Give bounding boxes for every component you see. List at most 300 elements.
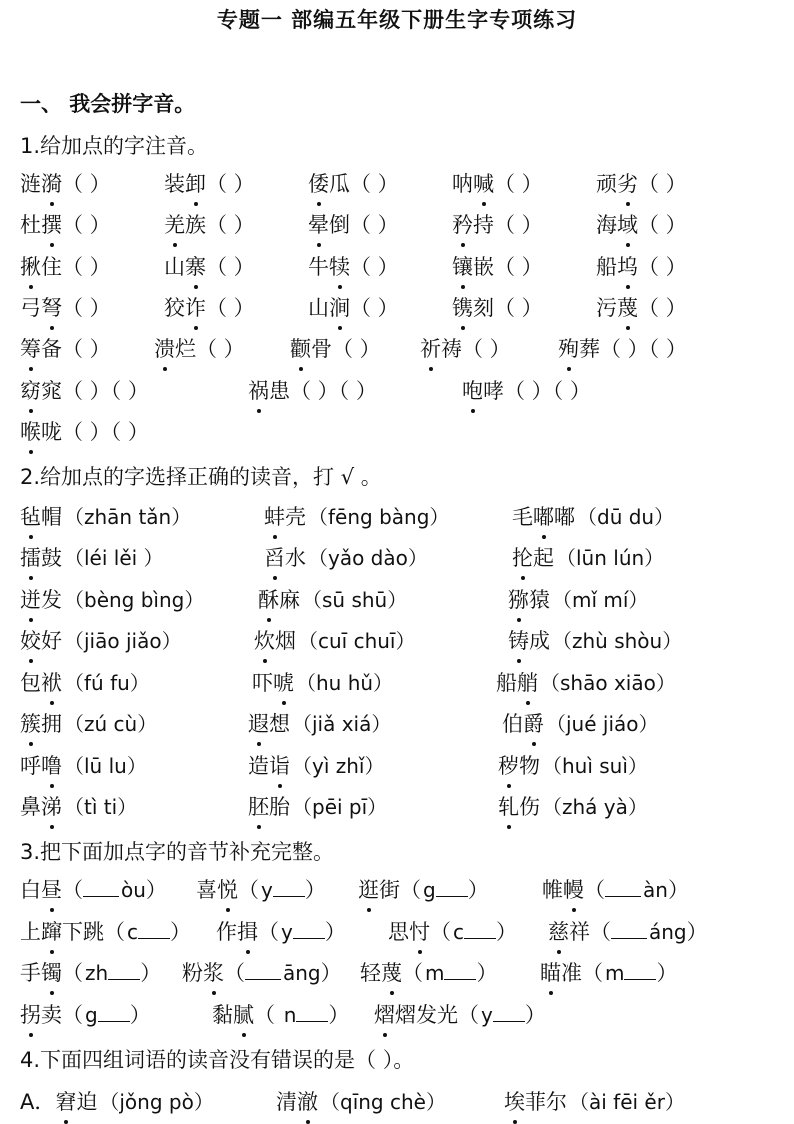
answer-parens: （ ）（ ） (62, 420, 149, 444)
dotted-char: 涕 (41, 791, 62, 821)
answer-item (164, 168, 255, 198)
word-text: 船 (596, 255, 617, 279)
word (264, 546, 306, 570)
word-text: 山 (308, 296, 329, 320)
answer-item (164, 209, 255, 239)
bracket-open: （ (258, 920, 279, 944)
word (20, 546, 62, 570)
word-text: 想 (269, 712, 290, 736)
word-text: 顽 (596, 172, 617, 196)
word-text: 族 (185, 213, 206, 237)
dotted-char: 遐 (248, 708, 269, 738)
emphasis-dot (29, 1033, 33, 1037)
emphasis-dot (626, 326, 630, 330)
dotted-char: 噜 (41, 750, 62, 780)
word (20, 629, 62, 653)
answer-item (558, 333, 687, 363)
word-text: 吓 (252, 671, 273, 695)
word (276, 1090, 318, 1114)
pinyin-choice-item (20, 625, 182, 655)
word-text: 嵌 (473, 255, 494, 279)
bracket-close: ） (328, 1003, 350, 1027)
pinyin-choice-item (20, 708, 157, 738)
word (164, 296, 206, 320)
emphasis-dot (521, 576, 525, 580)
pinyin-options: （jué jiáo） (546, 712, 659, 736)
word-text: 帷 (542, 878, 563, 902)
dotted-char: 抡 (512, 542, 533, 572)
word (360, 961, 402, 985)
answer-parens: （ ） (350, 255, 399, 279)
question-1-row (20, 416, 794, 450)
dotted-char: 澈 (297, 1086, 318, 1116)
answer-item (20, 333, 111, 363)
word (420, 337, 462, 361)
emphasis-dot (542, 535, 546, 539)
dotted-char: 窈 (20, 375, 41, 405)
word-text: 成 (529, 629, 550, 653)
fill-syllable-item (540, 957, 677, 987)
emphasis-dot (532, 742, 536, 746)
question-3-row (20, 957, 794, 991)
word (248, 754, 290, 778)
fill-syllable-item (196, 874, 326, 904)
syllable-blank (436, 878, 468, 897)
emphasis-dot (194, 285, 198, 289)
dotted-char: 蔑 (381, 957, 402, 987)
word-text: 胎 (269, 795, 290, 819)
bracket-close: ） (467, 878, 489, 902)
dotted-char: 羌 (164, 209, 185, 239)
word (374, 1003, 458, 1027)
bracket-open: （ (400, 878, 421, 902)
pinyin-options: （tì ti） (64, 795, 138, 819)
dotted-char: 诈 (185, 292, 206, 322)
bracket-open: （ (402, 961, 423, 985)
word (20, 255, 62, 279)
question-4-option-a (20, 1086, 794, 1120)
pinyin-options: （zhù shòu） (552, 629, 683, 653)
answer-parens: （ ） (332, 337, 381, 361)
dotted-char: 秽 (498, 750, 519, 780)
word (20, 379, 62, 403)
answer-parens: （ ） (494, 172, 543, 196)
syllable-given: c (453, 920, 464, 944)
question-3-row (20, 999, 794, 1033)
dotted-char: 倭 (308, 168, 329, 198)
pinyin-options: （fēng bàng） (308, 505, 450, 529)
word-text: 伤 (519, 795, 540, 819)
fill-syllable-item (360, 957, 497, 987)
word-text: A． (20, 1090, 56, 1114)
dotted-char: 迸 (20, 584, 41, 614)
word-text: 上 (20, 920, 41, 944)
answer-item (290, 333, 381, 363)
emphasis-dot (282, 701, 286, 705)
answer-parens: （ ） (638, 255, 687, 279)
pinyin-choice-item (20, 791, 137, 821)
dotted-char: 域 (617, 209, 638, 239)
emphasis-dot (29, 742, 33, 746)
bracket-close: ） (524, 1003, 546, 1027)
word (252, 671, 294, 695)
emphasis-dot (273, 535, 277, 539)
word (452, 213, 494, 237)
word (196, 878, 238, 902)
question-3-title: 3.把下面加点字的音节补充完整。 (20, 840, 335, 864)
pinyin-choice-item (512, 501, 674, 531)
word (20, 588, 62, 612)
emphasis-dot (299, 367, 303, 371)
answer-item (308, 251, 399, 281)
syllable-blank (464, 920, 496, 939)
word (596, 255, 638, 279)
word-text: 麻 (279, 588, 300, 612)
answer-item (308, 168, 399, 198)
option-item (504, 1086, 685, 1116)
answer-item (248, 375, 377, 405)
word-text: 烟 (275, 629, 296, 653)
word (308, 213, 350, 237)
dotted-char: 炊 (254, 625, 275, 655)
word-text: 物 (519, 754, 540, 778)
word (596, 172, 638, 196)
pinyin-choice-item (508, 625, 682, 655)
emphasis-dot (29, 409, 33, 413)
emphasis-dot (50, 326, 54, 330)
bracket-open: （ (430, 920, 451, 944)
fill-syllable-item (358, 874, 489, 904)
pinyin-choice-item (498, 791, 648, 821)
word-text: 拥 (41, 712, 62, 736)
word (596, 296, 638, 320)
pinyin-choice-item (502, 708, 659, 738)
answer-item (308, 292, 399, 322)
word-text: 熠发光 (395, 1003, 458, 1027)
dotted-char: 慈 (548, 916, 569, 946)
fill-syllable-item (20, 874, 167, 904)
emphasis-dot (212, 991, 216, 995)
emphasis-dot (567, 367, 571, 371)
emphasis-dot (482, 202, 486, 206)
emphasis-dot (29, 285, 33, 289)
syllable-given: òu (121, 878, 146, 902)
emphasis-dot (390, 991, 394, 995)
word-text: 起 (533, 546, 554, 570)
syllable-given: m (425, 961, 445, 985)
emphasis-dot (29, 535, 33, 539)
word (20, 296, 62, 320)
pinyin-options: （zú cù） (64, 712, 158, 736)
bracket-close: ） (324, 920, 346, 944)
answer-parens: （ ） (62, 255, 111, 279)
fill-syllable-item (374, 999, 546, 1029)
pinyin-options: （mǐ mí） (552, 588, 649, 612)
word-text: 骨 (311, 337, 332, 361)
word-text: 祷 (441, 337, 462, 361)
word-text: 葬 (579, 337, 600, 361)
pinyin-choice-item (248, 791, 387, 821)
pinyin-options: （zhān tǎn） (64, 505, 192, 529)
word-text: 手 (20, 961, 41, 985)
syllable-given: g (423, 878, 436, 902)
question-1-row (20, 292, 794, 326)
word-text: 牛 (308, 255, 329, 279)
bracket-open: （ (224, 961, 245, 985)
word-text: 猿 (529, 588, 550, 612)
word-text: 迫 (76, 1090, 98, 1114)
word-text: 菲尔 (525, 1090, 567, 1114)
pinyin-choice-item (20, 501, 191, 531)
dotted-char: 腻 (233, 999, 254, 1029)
emphasis-dot (626, 285, 630, 289)
emphasis-dot (173, 243, 177, 247)
answer-parens: （ ） (350, 172, 399, 196)
emphasis-dot (549, 991, 553, 995)
word (508, 629, 550, 653)
word-text: 装 (164, 172, 185, 196)
answer-item (596, 209, 687, 239)
word-text: 下跳 (62, 920, 104, 944)
word (308, 255, 350, 279)
word (508, 588, 550, 612)
dotted-char: 喊 (473, 168, 494, 198)
emphasis-dot (64, 1120, 68, 1124)
pinyin-choice-item (496, 667, 676, 697)
word-text: 白 (20, 878, 41, 902)
answer-item (596, 168, 687, 198)
word-text: 黏 (212, 1003, 233, 1027)
word (20, 505, 62, 529)
question-2-row (20, 791, 794, 825)
fill-syllable-item (212, 999, 349, 1029)
answer-parens: （ ）（ ） (290, 379, 377, 403)
syllable-given: m (605, 961, 625, 985)
syllable-given: y (281, 920, 293, 944)
answer-parens: （ ） (206, 296, 255, 320)
pinyin-choice-item (248, 750, 384, 780)
answer-item (452, 292, 543, 322)
word (258, 588, 300, 612)
dotted-char: 撰 (41, 209, 62, 239)
bracket-close: ） (476, 961, 498, 985)
word-text: 咙 (41, 420, 62, 444)
word-text: 刻 (473, 296, 494, 320)
dotted-char: 擂 (20, 542, 41, 572)
word-text: 帽 (41, 505, 62, 529)
answer-parens: （ ）（ ） (600, 337, 687, 361)
answer-item (596, 292, 687, 322)
answer-parens: （ ） (62, 296, 111, 320)
dotted-char: 毡 (20, 501, 41, 531)
fill-syllable-item (548, 916, 708, 946)
answer-parens: （ ） (638, 213, 687, 237)
word-text: 发 (41, 588, 62, 612)
bracket-close: ） (667, 878, 689, 902)
emphasis-dot (50, 701, 54, 705)
pinyin-options: （qīng chè） (320, 1090, 446, 1114)
dotted-char: 拐 (20, 999, 41, 1029)
word (20, 754, 62, 778)
pinyin-options: （bèng bìng） (64, 588, 205, 612)
bracket-close: ） (145, 878, 167, 902)
dotted-char: 熠 (374, 999, 395, 1029)
syllable-given: zh (85, 961, 109, 985)
syllable-blank (296, 1003, 328, 1022)
word-text: 涟 (20, 172, 41, 196)
answer-parens: （ ）（ ） (504, 379, 591, 403)
syllable-blank (138, 920, 170, 939)
pinyin-options: （lū lu） (64, 754, 147, 778)
emphasis-dot (317, 243, 321, 247)
pinyin-choice-item (508, 584, 648, 614)
pinyin-choice-item (252, 667, 393, 697)
question-1-title: 1.给加点的字注音。 (20, 134, 209, 158)
syllable-blank (108, 961, 140, 980)
word-text: 呼 (20, 754, 41, 778)
emphasis-dot (29, 659, 33, 663)
dotted-char: 漪 (41, 168, 62, 198)
word-text: 弓 (20, 296, 41, 320)
pinyin-choice-item (264, 501, 449, 531)
dotted-char: 镶 (452, 251, 473, 281)
word-text: 包 (20, 671, 41, 695)
pinyin-options: （dū du） (577, 505, 675, 529)
word (462, 379, 504, 403)
emphasis-dot (50, 243, 54, 247)
emphasis-dot (29, 450, 33, 454)
word (216, 920, 258, 944)
dotted-char: 轧 (498, 791, 519, 821)
syllable-given: àn (643, 878, 668, 902)
syllable-blank (605, 878, 641, 897)
emphasis-dot (50, 950, 54, 954)
answer-parens: （ ） (638, 296, 687, 320)
emphasis-dot (517, 659, 521, 663)
bracket-close: ） (656, 961, 678, 985)
dotted-char: 浆 (203, 957, 224, 987)
syllable-given: y (481, 1003, 493, 1027)
answer-item (452, 168, 543, 198)
fill-syllable-item (542, 874, 689, 904)
word-text: 喜 (196, 878, 217, 902)
pinyin-options: （yǎo dào） (308, 546, 428, 570)
dotted-char: 弩 (41, 292, 62, 322)
emphasis-dot (317, 202, 321, 206)
word (20, 795, 62, 819)
fill-syllable-item (216, 916, 346, 946)
fill-syllable-item (388, 916, 517, 946)
pinyin-choice-item (20, 667, 150, 697)
word-text: 船 (496, 671, 517, 695)
question-4-title: 4.下面四组词语的读音没有错误的是（ ）。 (20, 1048, 415, 1072)
answer-parens: （ ） (462, 337, 511, 361)
dotted-char: 蚌 (264, 501, 285, 531)
answer-parens: （ ） (62, 337, 111, 361)
answer-item (20, 416, 149, 446)
dotted-char: 忖 (409, 916, 430, 946)
pinyin-choice-item (264, 542, 428, 572)
emphasis-dot (29, 618, 33, 622)
dotted-char: 涧 (329, 292, 350, 322)
word-text: 山 (164, 255, 185, 279)
bracket-open: （ (62, 961, 83, 985)
dotted-char: 姣 (20, 625, 41, 655)
emphasis-dot (383, 1033, 387, 1037)
word (20, 1090, 97, 1114)
answer-item (20, 168, 111, 198)
word (452, 172, 494, 196)
fill-syllable-item (182, 957, 342, 987)
emphasis-dot (517, 618, 521, 622)
bracket-open: （ (590, 920, 611, 944)
answer-item (452, 209, 543, 239)
word (308, 296, 350, 320)
emphasis-dot (306, 1120, 310, 1124)
dotted-char: 蹿 (41, 916, 62, 946)
word (452, 296, 494, 320)
syllable-given: áng (649, 920, 687, 944)
word (248, 795, 290, 819)
word (264, 505, 306, 529)
pinyin-options: （jǒng pò） (99, 1090, 214, 1114)
dotted-char: 唬 (273, 667, 294, 697)
word (20, 1003, 62, 1027)
question-1-row (20, 375, 794, 409)
fill-syllable-item (20, 916, 191, 946)
emphasis-dot (257, 409, 261, 413)
emphasis-dot (418, 950, 422, 954)
word (308, 172, 350, 196)
question-2-title: 2.给加点的字选择正确的读音，打 √ 。 (20, 465, 382, 489)
pinyin-choice-item (512, 542, 664, 572)
page-title: 专题一 部编五年级下册生字专项练习 (216, 8, 578, 32)
word-text: 毛 (512, 505, 533, 529)
pinyin-choice-item (258, 584, 407, 614)
dotted-char: 咆 (462, 375, 483, 405)
pinyin-choice-item (254, 625, 416, 655)
answer-item (20, 209, 111, 239)
bracket-close: ） (140, 961, 162, 985)
dotted-char: 喉 (20, 416, 41, 446)
option-item (276, 1086, 446, 1116)
emphasis-dot (50, 908, 54, 912)
question-2-row (20, 584, 794, 618)
word (502, 712, 544, 736)
emphasis-dot (263, 659, 267, 663)
dotted-char: 揖 (237, 916, 258, 946)
syllable-blank (624, 961, 656, 980)
emphasis-dot (471, 409, 475, 413)
answer-parens: （ ） (350, 296, 399, 320)
pinyin-options: （jiǎ xiá） (292, 712, 392, 736)
emphasis-dot (246, 950, 250, 954)
word-text: 准 (561, 961, 582, 985)
word-text: 伯 (502, 712, 523, 736)
word-text: 粉 (182, 961, 203, 985)
word-text: 作 (216, 920, 237, 944)
bracket-open: （ (458, 1003, 479, 1027)
pinyin-choice-item (20, 584, 204, 614)
answer-parens: （ ） (494, 213, 543, 237)
dotted-char: 胚 (248, 791, 269, 821)
answer-item (20, 251, 111, 281)
pinyin-options: （jiāo jiǎo） (64, 629, 182, 653)
answer-parens: （ ） (638, 172, 687, 196)
word-text: 哮 (483, 379, 504, 403)
emphasis-dot (226, 908, 230, 912)
word-text: 备 (41, 337, 62, 361)
